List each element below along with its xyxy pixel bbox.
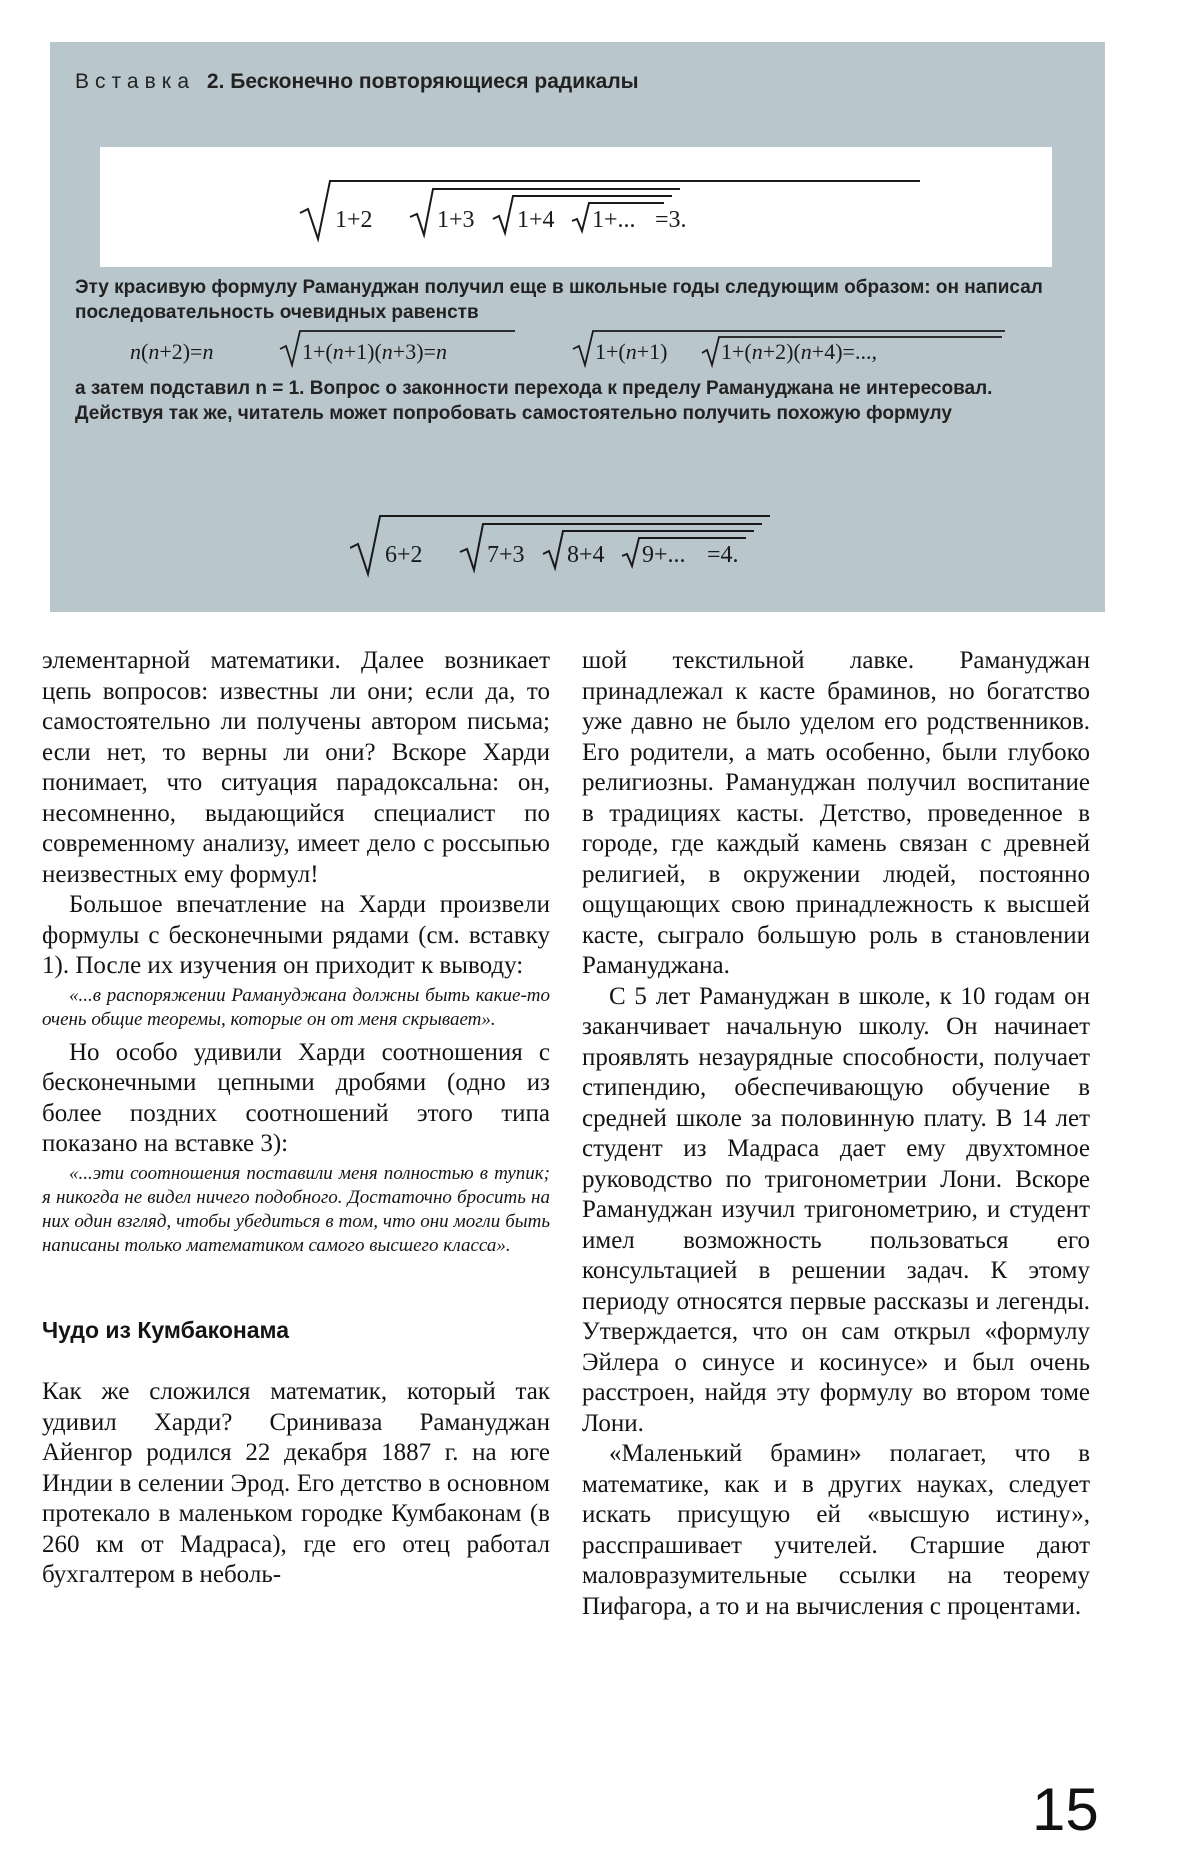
- right-paragraph-1: шой текстильной лавке. Рамануджан принадлежал к касте браминов, но богатство уже давно не было уделом его родственников. Его родители, а мать особенно, были глубоко религиозны. Рамануджан получил воспитание в традициях касты. Детство, проведенное в городе, где каждый камень связан с древней религией, в окружении людей, постоянно ощущающих свою принадлежность к высшей касте, сыграло большую роль в становлении Рамануджана.: [582, 647, 1090, 979]
- formula-box: [100, 147, 1052, 267]
- svg-text:1+4: 1+4: [517, 207, 555, 233]
- inset-paragraph-1: Эту красивую формулу Рамануджан получил еще в школьные годы следующим образом: он написал последовательность очевидных равенств: [75, 277, 1043, 323]
- svg-text:1+2: 1+2: [335, 207, 373, 233]
- svg-text:7+3: 7+3: [487, 542, 525, 568]
- svg-text:=4.: =4.: [707, 542, 739, 568]
- right-paragraph-2: С 5 лет Рамануджан в школе, к 10 годам он заканчивает начальную школу. Он начинает проявлять незаурядные способности, получает стипендию, обеспечивающую обучение в средней школе за половинную плату. В 14 лет студент из Мадраса дает ему двухтомное руководство по тригонометрии Лони. Вскоре Рамануджан изучил тригонометрию, и студент имел возможность пользоваться его консультацией в решении задач. К этому периоду относятся первые рассказы и легенды. Утверждается, что он сам открыл «формулу Эйлера о синусе и косинусе» и был очень расстроен, найдя эту формулу во втором томе Лони.: [582, 982, 1090, 1437]
- inset-box: [50, 42, 1105, 612]
- svg-text:8+4: 8+4: [567, 542, 605, 568]
- formula-nested-radical-3: [240, 175, 920, 245]
- left-paragraph-2: Большое впечатление на Харди произвели формулы с бесконечными рядами (см. вставку 1). После их изучения он приходит к выводу:: [42, 891, 550, 979]
- left-column: [42, 646, 550, 1591]
- right-paragraph-3: «Маленький брамин» полагает, что в математике, как и в других науках, следует искать присущую ей «высшую истину», расспрашивает учителей. Старшие дают маловразумительные ссылки на теорему Пифагора, а то и на вычисления с процентами.: [582, 1440, 1090, 1620]
- inset-number: 2.: [206, 70, 225, 93]
- svg-text:1+3: 1+3: [437, 207, 475, 233]
- formula-sequence-of-equalities: [130, 327, 1050, 371]
- left-paragraph-4: Как же сложился математик, который так удивил Харди? Сриниваза Рамануджан Айенгор родился 22 декабря 1887 г. на юге Индии в селении Эрод. Его детство в основном протекало в маленьком городке Кумбаконам (в 260 км от Мадраса), где его отец работал бухгалтером в неболь-: [42, 1378, 550, 1588]
- svg-text:1+(n+2)(n+4)=...,: 1+(n+2)(n+4)=...,: [721, 339, 877, 364]
- svg-text:1+...: 1+...: [592, 207, 636, 233]
- page-number: 15: [1032, 1776, 1099, 1843]
- left-paragraph-1: элементарной математики. Далее возникает цепь вопросов: известны ли они; если да, то самостоятельно ли получены автором письма; если нет, то верны ли они? Вскоре Харди понимает, что ситуация парадоксальна: он, несомненно, выдающийся специалист по современному анализу, имеет дело с россыпью неизвестных ему формул!: [42, 647, 550, 888]
- svg-text:=3.: =3.: [655, 207, 687, 233]
- left-paragraph-3: Но особо удивили Харди соотношения с бесконечными цепными дробями (одно из более поздних соотношений этого типа показано на вставке 3):: [42, 1038, 550, 1157]
- svg-text:9+...: 9+...: [642, 542, 686, 568]
- svg-text:1+(n+1)(n+3)=n: 1+(n+1)(n+3)=n: [302, 339, 447, 364]
- inset-heading: [75, 70, 639, 94]
- section-title: Чудо из Кумбаконама: [42, 1316, 290, 1343]
- hardy-quote-2: «...эти соотношения поставили меня полностью в тупик; я никогда не видел ничего подобного. Достаточно бросить на них один взгляд, чтобы убедиться в том, что они могли быть написаны только математиком самого высшего класса».: [42, 1162, 550, 1256]
- right-column: [582, 646, 1090, 1622]
- inset-title: Бесконечно повторяющиеся радикалы: [230, 70, 639, 93]
- svg-text:1+(n+1): 1+(n+1): [595, 339, 668, 364]
- inset-label: Вставка: [75, 70, 196, 93]
- hardy-quote-1: «...в распоряжении Рамануджана должны быть какие-то очень общие теоремы, которые он от меня скрывает».: [42, 984, 550, 1030]
- svg-text:n(n+2)=n: n(n+2)=n: [130, 339, 214, 364]
- formula-nested-radical-4: [350, 510, 870, 580]
- inset-paragraph-2: а затем подставил n = 1. Вопрос о законности перехода к пределу Рамануджана не интересовал. Действуя так же, читатель может попробовать самостоятельно получить похожую формулу: [75, 378, 993, 424]
- svg-text:6+2: 6+2: [385, 542, 423, 568]
